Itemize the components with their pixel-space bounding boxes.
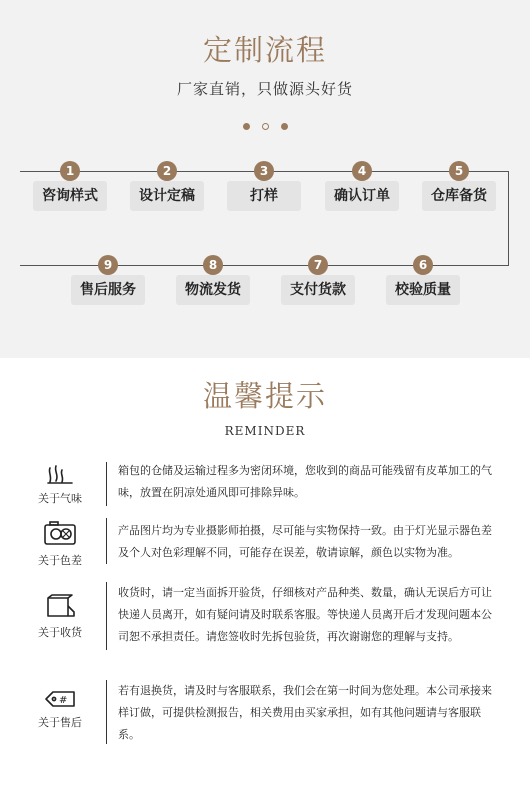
step-number-badge: 9 — [98, 255, 118, 275]
step-label: 校验质量 — [386, 275, 460, 305]
process-step-4 — [317, 161, 407, 231]
step-number-badge: 5 — [449, 161, 469, 181]
reminder-label: 关于气味 — [38, 492, 82, 505]
reminder-divider — [106, 582, 107, 650]
reminder-item-aftersales — [0, 680, 530, 746]
dot-indicator — [243, 123, 250, 130]
reminder-divider — [106, 462, 107, 506]
reminder-label: 关于收货 — [38, 626, 82, 639]
dot-indicator — [281, 123, 288, 130]
reminder-subtitle: REMINDER — [224, 424, 306, 438]
step-number-badge: 2 — [157, 161, 177, 181]
reminder-text: 箱包的仓储及运输过程多为密闭环境，您收到的商品可能残留有皮革加工的气味，放置在阴凉处通风即可排除异味。 — [118, 464, 492, 499]
reminder-label: 关于色差 — [38, 554, 82, 567]
step-number-badge: 7 — [308, 255, 328, 275]
process-step-5 — [414, 161, 504, 231]
step-label: 设计定稿 — [130, 181, 204, 211]
step-label: 售后服务 — [71, 275, 145, 305]
reminder-section — [0, 358, 530, 800]
reminder-label: 关于售后 — [38, 716, 82, 729]
step-label: 支付货款 — [281, 275, 355, 305]
tag-icon — [42, 686, 78, 712]
package-icon — [42, 594, 78, 620]
process-subtitle: 厂家直销，只做源头好货 — [176, 80, 353, 98]
process-step-1 — [25, 161, 115, 231]
reminder-item-receipt — [0, 582, 530, 652]
dot-indicator-active — [262, 123, 269, 130]
reminder-item-color — [0, 518, 530, 566]
step-number-badge: 8 — [203, 255, 223, 275]
process-step-7 — [273, 255, 363, 325]
camera-icon — [42, 520, 78, 546]
flow-line-right — [508, 171, 509, 265]
step-label: 确认订单 — [325, 181, 399, 211]
process-step-6 — [378, 255, 468, 325]
reminder-divider — [106, 680, 107, 744]
process-step-3 — [219, 161, 309, 231]
process-section — [0, 0, 530, 350]
step-label: 仓库备货 — [422, 181, 496, 211]
svg-text:#: # — [59, 695, 68, 706]
reminder-text: 收货时，请一定当面拆开验货，仔细核对产品种类、数量，确认无误后方可让快递人员离开，如有疑问请及时联系客服。等快递人员离开后才发现问题本公司恕不承担责任。请您签收时先拆包验货，再次谢谢您的理解与支持。 — [118, 586, 492, 643]
step-number-badge: 4 — [352, 161, 372, 181]
reminder-item-smell — [0, 460, 530, 508]
reminder-text: 产品图片均为专业摄影师拍摄，尽可能与实物保持一致。由于灯光显示器色差及个人对色彩理解不同，可能存在误差，敬请谅解，颜色以实物为准。 — [118, 524, 492, 559]
step-number-badge: 1 — [60, 161, 80, 181]
process-title: 定制流程 — [202, 33, 327, 67]
step-number-badge: 3 — [254, 161, 274, 181]
step-label: 咨询样式 — [33, 181, 107, 211]
process-step-9 — [63, 255, 153, 325]
smell-icon — [42, 462, 78, 488]
process-step-2 — [122, 161, 212, 231]
reminder-title: 温馨提示 — [202, 379, 327, 413]
process-step-8 — [168, 255, 258, 325]
step-label: 打样 — [227, 181, 301, 211]
reminder-divider — [106, 518, 107, 564]
reminder-text: 若有退换货，请及时与客服联系，我们会在第一时间为您处理。本公司承接来样订做，可提供检测报告，相关费用由买家承担，如有其他问题请与客服联系。 — [118, 684, 492, 741]
carousel-dots — [0, 116, 530, 126]
step-number-badge: 6 — [413, 255, 433, 275]
step-label: 物流发货 — [176, 275, 250, 305]
